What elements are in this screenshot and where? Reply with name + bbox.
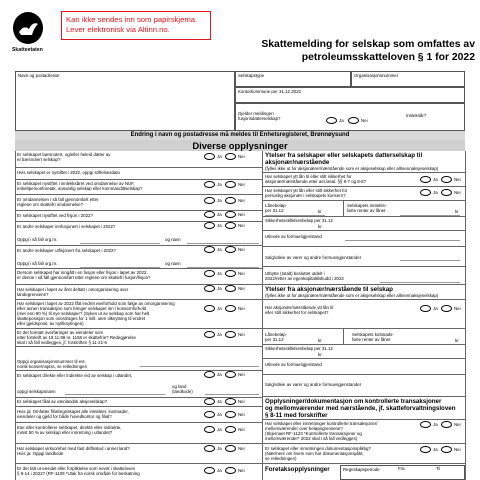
radio-label: Nei xyxy=(238,223,245,228)
kr-label: kr xyxy=(455,338,459,343)
radio-ja[interactable] xyxy=(204,181,215,188)
r-security-2: Sikkerhetsstillelsesbeløp per 31.12 xyxy=(265,346,333,351)
radio-label: Ja xyxy=(339,118,344,123)
title-line-1: Skattemelding for selskap som omfattes av xyxy=(261,39,475,50)
section-header-diverse: Diverse opplysninger xyxy=(15,140,465,151)
radio-label: Ja xyxy=(217,223,222,228)
r-asset-lending-2: Utlevde av formuesgjenstand xyxy=(265,362,322,367)
radio-label: Nei xyxy=(238,271,245,276)
radio-nei[interactable] xyxy=(225,398,236,405)
form-title xyxy=(150,38,475,64)
radio-label: Ja xyxy=(217,306,222,311)
radio-label: Nei xyxy=(454,447,461,452)
q-foreign-company-name: oppgi selskapsnavn xyxy=(17,389,56,394)
radio-ja[interactable] xyxy=(420,446,431,453)
radio-label: Nei xyxy=(454,177,461,182)
radio-label: Nei xyxy=(454,306,461,311)
section-loans-to-shareholders: Ytelser fra selskaper eller selskapets datterselskap til aksjonær/nærstående xyxy=(265,152,423,166)
q-founded-date: Hvis selskapet er nystiftet i 2022, oppgi stiftelsesdato xyxy=(17,170,120,175)
q-branch-accounts: Hvis ja: Omfatter filialregnskapet alle inntekter, kostnader, eiendeler og gjeld for både hovedkontor og filial? xyxy=(17,409,129,419)
radio-nei[interactable] xyxy=(225,331,236,338)
radio-ja[interactable] xyxy=(420,305,431,312)
change-notice-bar: Endring i navn og postadresse må meldes til Enhetsregisteret, Brønnøysund xyxy=(15,131,465,140)
kr-label: kr xyxy=(318,352,322,357)
radio-nei[interactable] xyxy=(441,176,452,183)
radio-label: Ja xyxy=(217,446,222,451)
radio-ja[interactable] xyxy=(204,305,215,312)
radio-label: Ja xyxy=(433,190,438,195)
radio-label: Nei xyxy=(238,412,245,417)
kr-label: kr xyxy=(318,338,322,343)
q-converted: Er selskapet nystiftet i innlekksåret ved omdannelse av NUF, enkeltpersonforetak, ansvarlig selskap eller kommandittselskap? xyxy=(17,181,143,191)
radio-label: Nei xyxy=(238,468,245,473)
r-loan-group: Har selskapet ytt lån eller stilt sikkerhet for personlig aksjonær i selskapets konsern? xyxy=(265,188,348,198)
radio-label: Nei xyxy=(238,286,245,291)
kr-label: kr xyxy=(455,209,459,214)
radio-nei[interactable] xyxy=(441,446,452,453)
radio-label: Ja xyxy=(217,182,222,187)
radio-label: Ja xyxy=(217,271,222,276)
stamp-line-2: Lever elektronisk via Altinn.no. xyxy=(66,25,170,34)
radio-label: Nei xyxy=(238,372,245,377)
radio-label: Ja xyxy=(217,286,222,291)
q-country-code: (landkode) xyxy=(172,389,193,394)
radio-label: Nei xyxy=(238,306,245,311)
q-asset-transfer: Er det foretatt overføringer av eiendeler som etter forskrift av 19.11.99 nr. 1158 er skattefrie? Redegjørelse skal i så fall vedlegges, jf. forskriften § 11-21-6 xyxy=(17,330,136,345)
r-loan-amount-2: Lånebeløp per 31.12 xyxy=(265,332,286,342)
radio-label: Ja xyxy=(217,427,222,432)
name-address-label: Navn og postadresse xyxy=(18,73,60,78)
r-controlled-transactions: Har selskapet eller innretninger kontrollerte transaksjoner/ mellomværender over beløpsgrensene? (Skjemaet RF-1123 *Kontrollerte transaksjoner og mellomværender* 2022 skal i så fall vedlegges) xyxy=(265,421,378,441)
kr-label: kr xyxy=(318,209,322,214)
radio-label: Ja xyxy=(217,154,222,159)
period-from-label: Fra xyxy=(398,466,405,471)
merger-radio-nei[interactable] xyxy=(348,117,359,124)
q-permanent-establishment: Har selskapet virksomhet med fast driftssted i annet land? Hvis ja: Oppgi landkode xyxy=(17,446,130,456)
radio-ja[interactable] xyxy=(204,211,215,218)
radio-ja[interactable] xyxy=(204,270,215,277)
radio-nei[interactable] xyxy=(225,270,236,277)
radio-ja[interactable] xyxy=(204,445,215,452)
company-type-label: Selskapstype xyxy=(238,73,265,78)
q-demerged-orgnr: Oppgi i så fall org.nr. xyxy=(17,261,58,266)
r-sales-2: Salg/utleie av varer og andre formuesgjenstander xyxy=(265,382,362,387)
radio-label: Nei xyxy=(238,182,245,187)
radio-nei[interactable] xyxy=(225,222,236,229)
q-listed: Er selskapet børsnotert, og/eller heleid datter av et børsnotert selskap? xyxy=(17,152,111,162)
q-demerged-name: og navn xyxy=(165,261,181,266)
radio-nei[interactable] xyxy=(225,445,236,452)
municipality-field[interactable] xyxy=(235,87,465,103)
radio-ja[interactable] xyxy=(204,411,215,418)
stamp-line-1: Kan ikke sendes inn som papirskjema. xyxy=(66,15,198,24)
q-foreign-control: Eier eller kontrollerer selskapet, direkte eller indirekte, minst 50 % av selskap eller innretning i utlandet? xyxy=(17,425,122,435)
section-note-1: (fylles ikke ut for aksjonærer/nærstående som er aksjeselskap eller allmennaksjeselskap) xyxy=(265,166,439,171)
radio-label: Ja xyxy=(217,247,222,252)
radio-label: Ja xyxy=(433,447,438,452)
radio-ja[interactable] xyxy=(204,331,215,338)
org-number-field[interactable] xyxy=(351,71,465,87)
r-security: Sikkerhetsstillelsesbeløp per 31.12 xyxy=(265,218,333,223)
radio-label: Ja xyxy=(217,372,222,377)
section-controlled-transactions: Opplysninger/dokumentasjon om kontrollerte transaksjoner og mellomværender med nærstående, jf. skatteforvaltningsloven § 8-11 med forskrifter xyxy=(265,398,456,419)
radio-label: Ja xyxy=(217,332,222,337)
q-exit-tax: Er det tatt ut eiendel eller forpliktelse som nevnt i skatteloven § 9-14 i 2022? (RF-1109 *Utak fra norsk område for beskatning xyxy=(17,466,140,476)
q-country: og land xyxy=(172,384,187,389)
q-foreign-owned: Er selskapet direkte eller indirekte eid av selskap i utlandet, xyxy=(17,373,133,378)
radio-label: Nei xyxy=(454,422,461,427)
radio-nei[interactable] xyxy=(225,197,236,204)
radio-ja[interactable] xyxy=(204,285,215,292)
radio-nei[interactable] xyxy=(225,181,236,188)
merger-radio-ja[interactable] xyxy=(326,117,337,124)
q-merged-name: og navn xyxy=(165,237,181,242)
radio-nei[interactable] xyxy=(225,153,236,160)
radio-nei[interactable] xyxy=(225,467,236,474)
section-note-2: (fylles ikke ut for aksjonærer/nærstående som er aksjeselskap eller allmennaksjeselskap) xyxy=(265,293,439,298)
radio-ja[interactable] xyxy=(204,153,215,160)
radio-label: Ja xyxy=(217,399,222,404)
radio-label: Nei xyxy=(238,247,245,252)
org-number-label: Organisasjonsnummer xyxy=(354,73,399,78)
period-to-label: Til xyxy=(436,466,441,471)
radio-nei[interactable] xyxy=(225,305,236,312)
name-address-field[interactable] xyxy=(15,71,235,131)
radio-label: Ja xyxy=(433,422,438,427)
radio-nei[interactable] xyxy=(441,305,452,312)
radio-label: Ja xyxy=(217,212,222,217)
kr-label: kr xyxy=(318,224,322,229)
r-asset-lending: Utlevde av formuesgjenstand xyxy=(265,234,322,239)
radio-ja[interactable] xyxy=(204,371,215,378)
radio-label: Nei xyxy=(361,118,368,123)
radio-ja[interactable] xyxy=(420,189,431,196)
r-dividend: Utbytte (totalt) besluttet utdelt i 2022/retter av egenkapitaltilskudd i 2022 xyxy=(265,271,344,281)
r-loan-received: Har aksjonær/nærstående ytt lån til eller stilt sikkerhet for selskapet? xyxy=(265,305,334,315)
radio-nei[interactable] xyxy=(225,426,236,433)
municipality-label: Kontorkommune per 31.12.2022 xyxy=(238,89,301,94)
q-ownership-change: Har selskapet i løpet av 2022 fått endret eierforhold som følge av omorganisering eller annen transaksjon som bringer selskapet inn i konsernforhold (mer enn 90 %) til nye selskaper? (Sykes ut av selskap som har helt skatteposisjon som overdrages for 1 mill. uten tilknytning til endret eller gjeldsposit. av nytilknytingen) xyxy=(17,301,175,326)
q-branch: Er selskapet filial av utenlandsk aksjeselskap? xyxy=(17,399,108,404)
radio-label: Nei xyxy=(454,190,461,195)
section-loans-from-shareholders: Ytelser fra aksjonær/nærstående til selskap xyxy=(265,286,393,293)
logo-text: Skatteetaten xyxy=(12,47,43,53)
radio-ja[interactable] xyxy=(420,176,431,183)
radio-label: Nei xyxy=(238,212,245,217)
radio-nei[interactable] xyxy=(225,246,236,253)
q-taxfree-conversion: Er omdannelsen i så fall gjennomført etter reglene om skattefri omdannelse? xyxy=(17,197,99,207)
radio-ja[interactable] xyxy=(420,421,431,428)
radio-nei[interactable] xyxy=(225,411,236,418)
r-loan-amount: Lånebeløp per 31.12 xyxy=(265,203,286,213)
radio-label: Nei xyxy=(238,332,245,337)
radio-label: Nei xyxy=(238,427,245,432)
q-group-parent: Oppgi organisasjonsnummer til evt. norsk konsernspiss, se retledningen xyxy=(17,359,88,369)
company-type-field[interactable] xyxy=(235,71,351,87)
accounting-period-label: Regnskapsperiode xyxy=(343,467,380,472)
radio-nei[interactable] xyxy=(225,285,236,292)
merger-label-2: fusjonsdatterselskap? xyxy=(238,116,281,121)
r-loan-given: Har selskapet ytt lån til eller stilt sikkerhet for aksjonær/nærstående etter asl./asal. §§ 8-7 og 8-8? xyxy=(265,174,367,184)
radio-label: Ja xyxy=(433,306,438,311)
merger-label-1: Gjelder meldingen xyxy=(238,111,274,116)
title-line-2: petroleumsskatteloven § 1 for 2022 xyxy=(301,52,475,63)
radio-ja[interactable] xyxy=(204,197,215,204)
q-merged-orgnr: Oppgi i så fall org.nr. xyxy=(17,237,58,242)
q-demerger: Er selskapet nystiftet ved fisjon i 2022? xyxy=(17,213,93,218)
radio-nei[interactable] xyxy=(225,211,236,218)
r-interest-cost: Selskapets kostnads- førte renter av lånet xyxy=(352,332,394,342)
radio-label: Ja xyxy=(217,468,222,473)
paper-warning-stamp xyxy=(61,11,211,40)
q-crossborder: Har selskapet i løpet av året deltatt i omorganisering over landegrensene? xyxy=(17,287,129,297)
radio-label: Ja xyxy=(217,198,222,203)
radio-label: Nei xyxy=(238,446,245,451)
radio-ja[interactable] xyxy=(204,398,215,405)
radio-nei[interactable] xyxy=(441,421,452,428)
q-merger-taxfree: Dersom selskapet har inngått i en fusjon eller fisjon i løpet av 2022, er denne i så fall gjennomført etter reglene om skattefri fusjon/fisjon? xyxy=(17,270,151,280)
q-merged-in: Er andre selskaper innfusjonert i selskapet i 2022? xyxy=(17,224,116,229)
radio-label: Nei xyxy=(238,399,245,404)
section-company-info: Foretaksopplysninger xyxy=(265,466,330,473)
radio-nei[interactable] xyxy=(225,371,236,378)
q-demerged-out: Er andre selskaper utfisjonert fra selskapet i 2022? xyxy=(17,248,116,253)
radio-label: Nei xyxy=(238,154,245,159)
radio-label: Ja xyxy=(217,412,222,417)
radio-ja[interactable] xyxy=(204,426,215,433)
r-documentation: Er selskapet eller innretningen dokumentasjonspliktig? (Nærmere om hvem som har dokumentasjonsplikt, se retledningen) xyxy=(265,446,371,461)
radio-ja[interactable] xyxy=(204,222,215,229)
incorporation-year-label: Innleksår? xyxy=(406,113,427,118)
radio-ja[interactable] xyxy=(204,467,215,474)
r-interest-income: Selskapets inntekts- førte renter av lånet xyxy=(347,203,387,213)
radio-ja[interactable] xyxy=(204,246,215,253)
radio-label: Ja xyxy=(433,177,438,182)
radio-label: Nei xyxy=(238,198,245,203)
radio-nei[interactable] xyxy=(441,189,452,196)
r-sales: Salg/utleie av varer og andre formuesgjenstander xyxy=(265,255,362,260)
